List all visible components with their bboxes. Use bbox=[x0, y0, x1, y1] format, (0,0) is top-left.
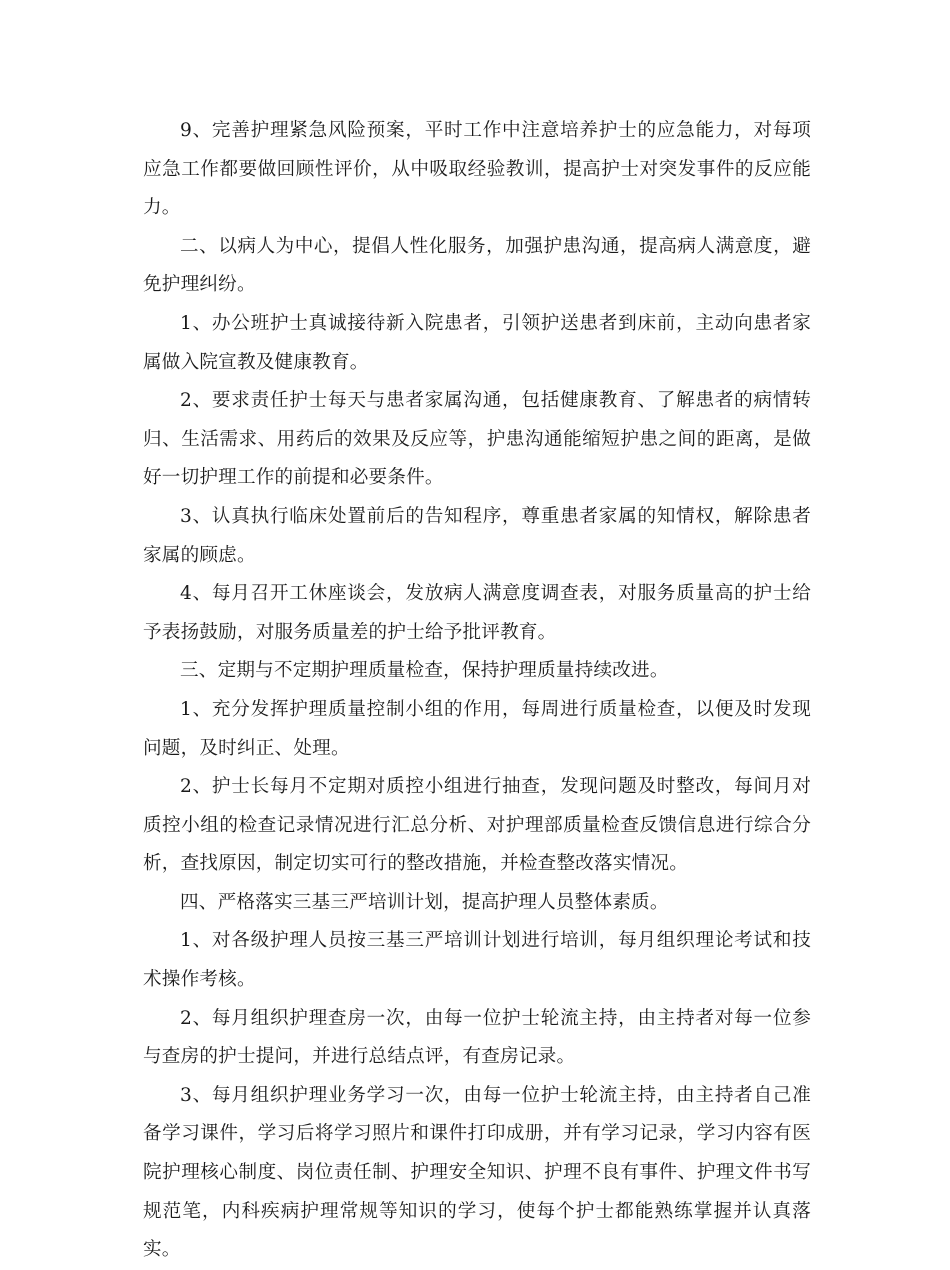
document-body bbox=[143, 112, 811, 1270]
paragraph-head-nurse-inspection: 2、护士长每月不定期对质控小组进行抽查，发现问题及时整改，每间月对质控小组的检查记录情况进行汇总分析、对护理部质量检查反馈信息进行综合分析，查找原因，制定切实可行的整改措施，并检查整改落实情况。 bbox=[143, 776, 811, 875]
heading-training-plan: 四、严格落实三基三严培训计划，提高护理人员整体素质。 bbox=[180, 891, 669, 913]
paragraph-admission-reception: 1、办公班护士真诚接待新入院患者，引领护送患者到床前，主动向患者家属做入院宣教及健康教育。 bbox=[143, 312, 811, 373]
paragraph-nursing-rounds: 2、每月组织护理查房一次，由每一位护士轮流主持，由主持者对每一位参与查房的护士提问，并进行总结点评，有查房记录。 bbox=[143, 1007, 811, 1068]
paragraph-quality-control-group: 1、充分发挥护理质量控制小组的作用，每周进行质量检查，以便及时发现问题，及时纠正、处理。 bbox=[143, 698, 811, 759]
paragraph-emergency-plan: 9、完善护理紧急风险预案，平时工作中注意培养护士的应急能力，对每项应急工作都要做回顾性评价，从中吸取经验教训，提高护士对突发事件的反应能力。 bbox=[143, 120, 811, 219]
heading-quality-inspection: 三、定期与不定期护理质量检查，保持护理质量持续改进。 bbox=[180, 660, 669, 682]
paragraph-notification-procedure: 3、认真执行临床处置前后的告知程序，尊重患者家属的知情权，解除患者家属的顾虑。 bbox=[143, 505, 811, 566]
paragraph-daily-communication: 2、要求责任护士每天与患者家属沟通，包括健康教育、了解患者的病情转归、生活需求、用药后的效果及反应等，护患沟通能缩短护患之间的距离，是做好一切护理工作的前提和必要条件。 bbox=[143, 390, 811, 489]
paragraph-business-study: 3、每月组织护理业务学习一次，由每一位护士轮流主持，由主持者自己准备学习课件，学习后将学习照片和课件打印成册，并有学习记录，学习内容有医院护理核心制度、岗位责任制、护理安全知识、护理不良有事件、护理文件书写规范笔，内科疾病护理常规等知识的学习，使每个护士都能熟练掌握并认真落实。 bbox=[143, 1084, 811, 1261]
paragraph-monthly-forum: 4、每月召开工休座谈会，发放病人满意度调查表，对服务质量高的护士给予表扬鼓励，对服务质量差的护士给予批评教育。 bbox=[143, 583, 811, 643]
paragraph-staff-training: 1、对各级护理人员按三基三严培训计划进行培训，每月组织理论考试和技术操作考核。 bbox=[143, 930, 811, 991]
heading-patient-centered: 二、以病人为中心，提倡人性化服务，加强护患沟通，提高病人满意度，避免护理纠纷。 bbox=[143, 235, 811, 296]
